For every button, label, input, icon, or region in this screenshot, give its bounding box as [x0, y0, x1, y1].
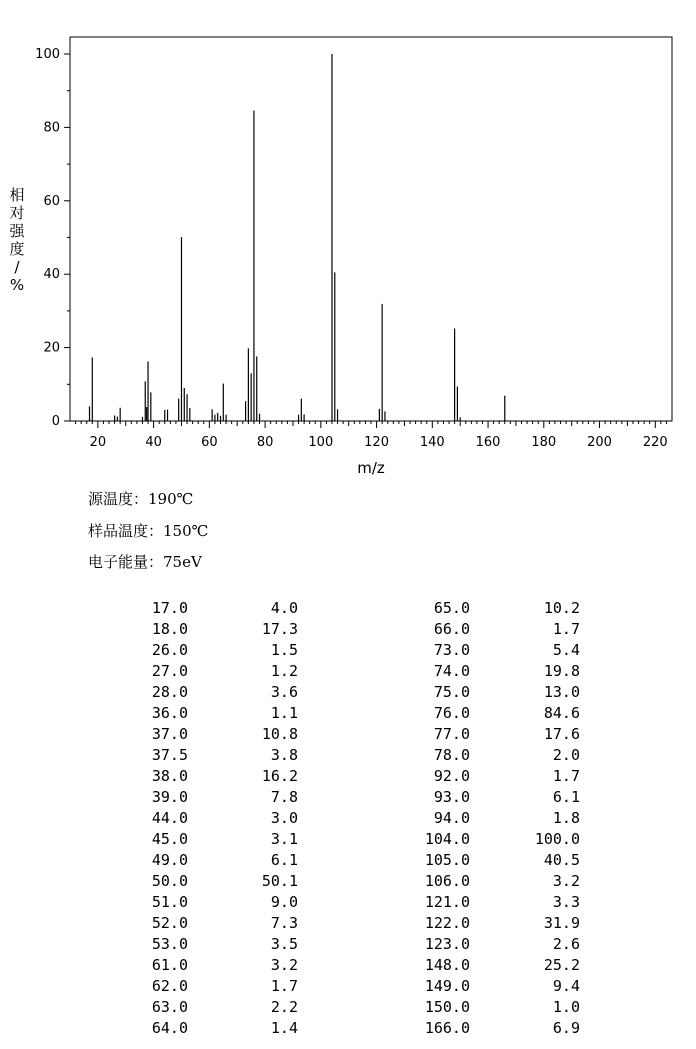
table-row [370, 892, 580, 913]
mass-spectrum-chart [0, 0, 696, 480]
abundance-value: 84.6 [543, 704, 580, 722]
table-row [370, 682, 580, 703]
mz-value: 149.0 [424, 977, 470, 995]
table-row [88, 997, 298, 1018]
y-tick-label: 60 [43, 193, 60, 209]
abundance-value: 17.3 [261, 620, 298, 638]
mz-value: 94.0 [433, 809, 470, 827]
abundance-value: 3.5 [270, 935, 298, 953]
abundance-value: 17.6 [543, 725, 580, 743]
y-axis-title-char: / [14, 258, 20, 276]
table-row [88, 976, 298, 997]
abundance-value: 3.2 [270, 956, 298, 974]
table-row [370, 766, 580, 787]
table-row [88, 808, 298, 829]
table-row [370, 724, 580, 745]
table-row [370, 787, 580, 808]
x-tick-label: 60 [201, 435, 218, 450]
y-axis-title-char: 度 [9, 240, 25, 258]
abundance-value: 1.4 [270, 1019, 298, 1037]
abundance-value: 1.5 [270, 641, 298, 659]
abundance-value: 1.2 [270, 662, 298, 680]
abundance-value: 3.3 [552, 893, 580, 911]
y-axis-title-char: 相 [9, 186, 25, 204]
x-tick-label: 160 [475, 435, 501, 450]
mz-value: 75.0 [433, 683, 470, 701]
mz-value: 26.0 [151, 641, 188, 659]
mz-value: 62.0 [151, 977, 188, 995]
electron-energy [88, 551, 202, 572]
abundance-value: 10.8 [261, 725, 298, 743]
mz-value: 49.0 [151, 851, 188, 869]
y-tick-label: 100 [35, 47, 60, 62]
mz-value: 65.0 [433, 599, 470, 617]
table-row [370, 1018, 580, 1039]
table-row [88, 598, 298, 619]
abundance-value: 100.0 [534, 830, 580, 848]
abundance-value: 13.0 [543, 683, 580, 701]
abundance-value: 1.8 [552, 809, 580, 827]
abundance-value: 3.0 [270, 809, 298, 827]
abundance-value: 3.6 [270, 683, 298, 701]
x-tick-label: 120 [364, 435, 389, 450]
table-row [88, 682, 298, 703]
mz-value: 45.0 [151, 830, 188, 848]
mz-value: 50.0 [151, 872, 188, 890]
abundance-value: 25.2 [543, 956, 580, 974]
table-row [88, 619, 298, 640]
table-row [88, 934, 298, 955]
abundance-value: 3.1 [270, 830, 298, 848]
mz-value: 52.0 [151, 914, 188, 932]
x-tick-label: 100 [308, 435, 334, 450]
x-tick-label: 20 [89, 435, 107, 450]
abundance-value: 5.4 [552, 641, 580, 659]
abundance-value: 50.1 [261, 872, 298, 890]
y-axis-title-char: 对 [9, 204, 25, 222]
x-axis-title: m/z [357, 459, 385, 477]
peak-table-right [370, 598, 580, 1039]
mz-value: 27.0 [151, 662, 188, 680]
mz-value: 61.0 [151, 956, 188, 974]
table-row [88, 829, 298, 850]
table-row [370, 850, 580, 871]
x-tick-label: 180 [531, 435, 557, 450]
plot-frame [70, 37, 672, 421]
mz-value: 76.0 [433, 704, 470, 722]
table-row [370, 934, 580, 955]
mz-value: 73.0 [433, 641, 470, 659]
table-row [88, 871, 298, 892]
mz-value: 39.0 [151, 788, 188, 806]
abundance-value: 1.7 [552, 620, 580, 638]
abundance-value: 6.9 [552, 1019, 580, 1037]
table-row [88, 892, 298, 913]
mz-value: 93.0 [433, 788, 470, 806]
table-row [88, 661, 298, 682]
abundance-value: 31.9 [543, 914, 580, 932]
mz-value: 37.5 [151, 746, 188, 764]
condition-value: 75eV [163, 553, 202, 571]
abundance-value: 7.3 [270, 914, 298, 932]
y-tick-label: 40 [43, 267, 60, 283]
abundance-value: 1.7 [270, 977, 298, 995]
mz-value: 64.0 [151, 1019, 188, 1037]
mz-value: 106.0 [424, 872, 470, 890]
x-tick-label: 140 [419, 435, 445, 450]
table-row [370, 808, 580, 829]
table-row [370, 661, 580, 682]
mz-value: 77.0 [433, 725, 470, 743]
source-temperature [88, 488, 193, 509]
abundance-value: 4.0 [270, 599, 298, 617]
table-row [370, 640, 580, 661]
abundance-value: 6.1 [552, 788, 580, 806]
table-row [88, 745, 298, 766]
table-row [88, 640, 298, 661]
y-tick-label: 0 [51, 414, 60, 429]
mz-value: 38.0 [151, 767, 188, 785]
table-row [88, 724, 298, 745]
abundance-value: 1.7 [552, 767, 580, 785]
x-tick-label: 220 [642, 435, 668, 450]
table-row [370, 913, 580, 934]
abundance-value: 2.6 [552, 935, 580, 953]
x-tick-label: 200 [587, 435, 612, 450]
condition-label: 源温度： [88, 490, 149, 508]
mz-value: 51.0 [151, 893, 188, 911]
abundance-value: 9.0 [270, 893, 298, 911]
x-axis [76, 421, 668, 450]
y-tick-label: 20 [43, 340, 60, 356]
mz-value: 148.0 [424, 956, 470, 974]
abundance-value: 40.5 [543, 851, 580, 869]
table-row [370, 997, 580, 1018]
mz-value: 121.0 [424, 893, 470, 911]
mz-value: 166.0 [424, 1019, 470, 1037]
spectrum-bars [90, 54, 505, 421]
mz-value: 74.0 [433, 662, 470, 680]
table-row [370, 955, 580, 976]
abundance-value: 7.8 [270, 788, 298, 806]
abundance-value: 3.8 [270, 746, 298, 764]
x-tick-label: 40 [145, 435, 162, 450]
peak-table-left [88, 598, 298, 1039]
condition-label: 电子能量： [88, 553, 164, 571]
mz-value: 105.0 [424, 851, 470, 869]
table-row [370, 871, 580, 892]
mz-value: 66.0 [433, 620, 470, 638]
mz-value: 53.0 [151, 935, 188, 953]
abundance-value: 10.2 [543, 599, 580, 617]
table-row [88, 850, 298, 871]
y-axis [35, 47, 70, 429]
y-axis-title-char: % [9, 276, 25, 294]
abundance-value: 6.1 [270, 851, 298, 869]
table-row [88, 1018, 298, 1039]
mz-value: 28.0 [151, 683, 188, 701]
table-row [370, 619, 580, 640]
abundance-value: 9.4 [552, 977, 580, 995]
mz-value: 37.0 [151, 725, 188, 743]
table-row [88, 955, 298, 976]
abundance-value: 2.2 [270, 998, 298, 1016]
abundance-value: 19.8 [543, 662, 580, 680]
table-row [88, 703, 298, 724]
y-axis-title-char: 强 [9, 222, 25, 240]
table-row [370, 703, 580, 724]
table-row [370, 829, 580, 850]
y-tick-label: 80 [43, 120, 60, 136]
mz-value: 78.0 [433, 746, 470, 764]
table-row [370, 745, 580, 766]
mz-value: 104.0 [424, 830, 470, 848]
mz-value: 17.0 [151, 599, 188, 617]
mz-value: 122.0 [424, 914, 470, 932]
condition-label: 样品温度： [88, 522, 164, 540]
table-row [88, 913, 298, 934]
table-row [370, 976, 580, 997]
table-row [88, 787, 298, 808]
mz-value: 44.0 [151, 809, 188, 827]
condition-value: 150℃ [163, 522, 209, 540]
abundance-value: 16.2 [261, 767, 298, 785]
sample-temperature [88, 520, 208, 541]
mz-value: 18.0 [151, 620, 188, 638]
table-row [88, 766, 298, 787]
mz-value: 36.0 [151, 704, 188, 722]
mz-value: 92.0 [433, 767, 470, 785]
mz-value: 63.0 [151, 998, 188, 1016]
abundance-value: 3.2 [552, 872, 580, 890]
condition-value: 190℃ [148, 490, 194, 508]
mz-value: 123.0 [424, 935, 470, 953]
mz-value: 150.0 [424, 998, 470, 1016]
abundance-value: 1.1 [270, 704, 298, 722]
y-axis-title [6, 186, 28, 294]
abundance-value: 2.0 [552, 746, 580, 764]
x-tick-label: 80 [256, 435, 274, 450]
abundance-value: 1.0 [552, 998, 580, 1016]
table-row [370, 598, 580, 619]
